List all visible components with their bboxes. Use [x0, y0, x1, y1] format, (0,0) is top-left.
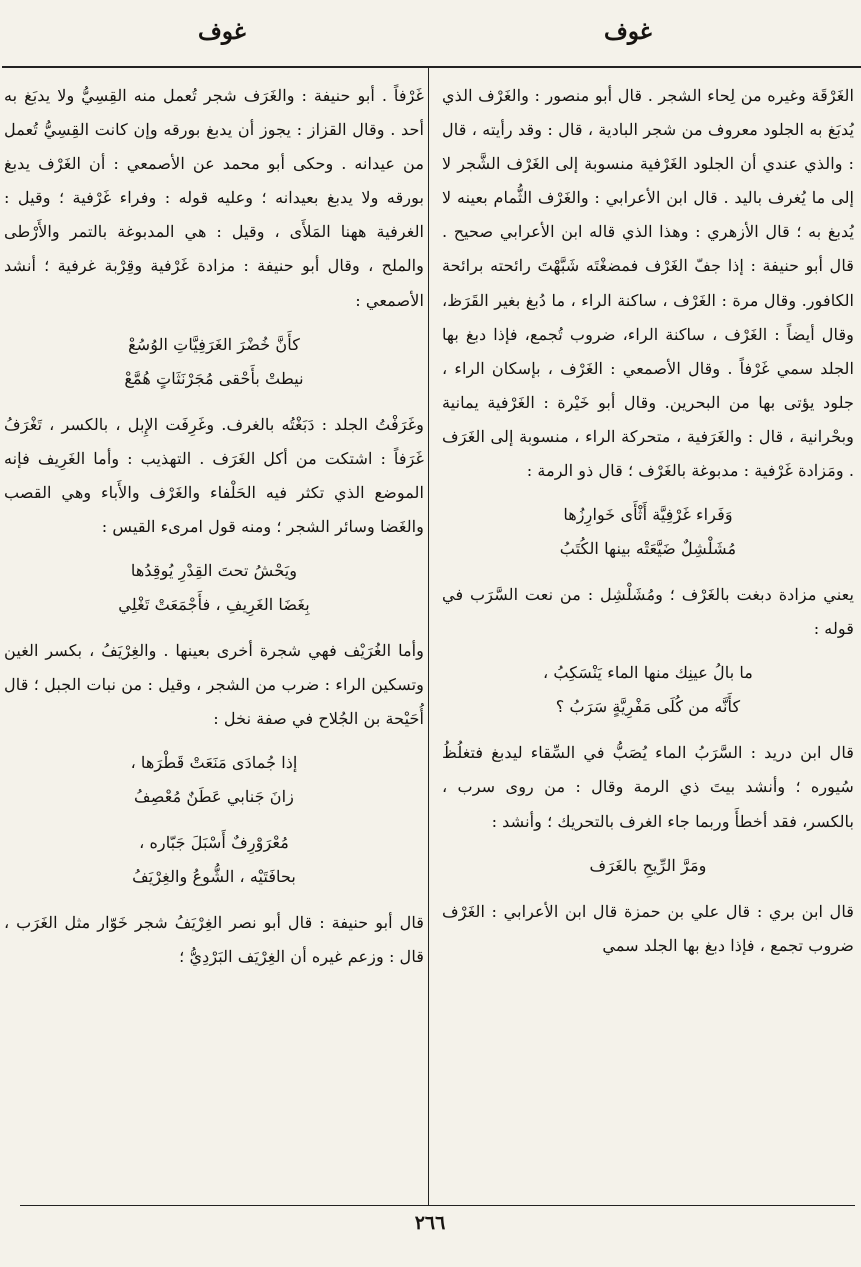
- right-col-paragraph-2: يعني مزادة دبغت بالغَرْف ؛ ومُشَلْشِل : من نعت السَّرَب في قوله :: [442, 585, 854, 639]
- footer-rule: [20, 1205, 855, 1206]
- verse-line: ما بالُ عينِك منها الماء يَنْسَكِبُ ،: [543, 663, 753, 683]
- left-col-verse-4: [4, 826, 424, 894]
- page-number: ٢٦٦: [414, 1212, 446, 1234]
- verse-line: كأَنَّه من كُلَى مَفْرِيَّةٍ سَرَبُ ؟: [555, 697, 741, 717]
- header-rule: [2, 66, 861, 68]
- left-col-paragraph-3: وأما الغُرَيْف فهي شجرة أخرى بعينها . والغِرْيَفُ ، بكسر الغين وتسكين الراء : ضرب من الشجر ، وقيل : من نبات الجبل ؛ قال أُحَيْحة بن الجُلاح في صفة نخل :: [4, 641, 424, 729]
- right-col-paragraph-4: قال ابن بري : قال علي بن حمزة قال ابن الأعرابي : الغَرْف ضروب تجمع ، فإذا دبغ بها الجلد سمي: [442, 901, 854, 955]
- running-head-right: غوف: [604, 18, 652, 45]
- left-col-verse-2: [4, 554, 424, 622]
- verse-line: نيطتْ بأَحْقى مُجَرْنَثَاتٍ هُمَّعْ: [124, 368, 304, 388]
- verse-line: مُشَلْشِلٌ ضَيَّعَتْه بينها الكُتَبُ: [559, 539, 737, 559]
- left-column: [4, 79, 424, 975]
- verse-line: بِغَضَا الغَرِيفِ ، فأَجْمَعَتْ تَغْلِي: [118, 595, 310, 615]
- right-col-paragraph-1: الغَرْقَة وغيره من لِحاء الشجر . قال أبو منصور : والغَرْف الذي يُدبَغ به الجلود معروف من شجر البادية ، قال : وقد رأيته ، قال : والذي عندي أن الجلود الغَرْفية منسوبة إلى الغَرْف الشَّجر لا إلى ما يُغرف باليد . قال ابن الأعرابي : والغَرْف الثُّمام بعينه لا يُدبغ به ؛ قال الأزهري : وهذا الذي قاله ابن الأعرابي صحيح . قال أبو حنيفة : إذا جفّ الغَرْف فمضغْتَه شَبَّهْتَ رائحته برائحة الكافور. وقال مرة : الغَرْف ، ساكنة الراء ، ما دُبغ بغير القَرَظ، وقال أيضاً : الغَرْف ، ساكنة الراء، ضروب تُجمع، فإذا دبغ بها الجلد سمي غَرْفاً . وقال الأصمعي : الغَرْف ، بإسكان الراء ، جلود يؤتى بها من البحرين. وقال أبو خَيْرة : الغَرْفية يمانية وبحْرانية ، قال : والغَرَفية ، متحركة الراء ، منسوبة إلى الغَرَف . ومَزادة غَرْفية : مدبوغة بالغَرْف ؛ قال ذو الرمة :: [442, 86, 854, 481]
- right-col-verse-1: [442, 498, 854, 566]
- verse-line: إذا جُمادَى مَنَعَتْ قَطْرَها ،: [130, 753, 298, 773]
- right-col-paragraph-3: قال ابن دريد : السَّرَبُ الماء يُصَبُّ في السِّقاء ليدبغ فتغلُظُ سُيوره ؛ وأنشد بيتَ ذي الرمة وقال : من روى سرب ، بالكسر، فقد أخطأَ وربما جاء الغرف بالتحريك ؛ وأنشد :: [442, 743, 854, 831]
- verse-line: مُعْرَوْرِفٌ أَسْبَلَ جَبّاره ،: [139, 833, 289, 853]
- right-col-verse-3: [442, 849, 854, 883]
- verse-line: كأَنَّ خُضْرَ الغَرَفِيَّاتِ الوُسُعْ: [128, 334, 300, 354]
- running-head-left: غوف: [198, 18, 246, 45]
- left-col-paragraph-4: قال أبو حنيفة : قال أبو نصر الغِرْيَفُ شجر خَوّار مثل الغَرَب ، قال : وزعم غيره أن الغِرْيَف البَرْدِيُّ ؛: [4, 913, 424, 967]
- left-col-paragraph-2: وغَرَفْتُ الجلد : دَبَغْتُه بالغرف. وغَرِفَت الإِبل ، بالكسر ، تَغْرَفُ غَرَفاً : اشتكت من أكل الغَرَف . التهذيب : وأما الغَرِيف فإنه الموضع الذي تكثر فيه الحَلْفاء والغَرْف والأَباء وهي القصب والغَضا وسائر الشجر ؛ ومنه قول امرىء القيس :: [4, 414, 424, 536]
- left-col-verse-3: [4, 746, 424, 814]
- left-col-verse-1: [4, 328, 424, 396]
- left-col-paragraph-1: غَرْفاً . أبو حنيفة : والغَرَف شجر تُعمل منه القِسِيُّ ولا يدبَغ به أحد . وقال القزاز : يجوز أن يدبغ بورقه وإن كانت القِسِيُّ تُعمل من عيدانه . وحكى أبو محمد عن الأصمعي : أن الغَرْف يدبغ بورقه ولا يدبغ بعيدانه ؛ وعليه قوله : وفراء غَرْفية ؛ وقيل : الغرفية ههنا المَلأَى ، وقيل : هي المدبوغة بالتمر والأَرْطى والملح ، وقال أبو حنيفة : مزادة غَرْفية وقِرْبة غرفية ؛ أنشد الأصمعي :: [4, 86, 424, 310]
- verse-line: ومَرَّ الرِّيحِ بالغَرَف: [589, 855, 707, 875]
- verse-line: بحافَتَيْه ، الشُّوعُ والغِرْيَفُ: [132, 867, 296, 887]
- column-divider: [428, 68, 429, 1205]
- right-column: [442, 79, 854, 963]
- right-col-verse-2: [442, 656, 854, 724]
- verse-line: ويَحْشُ تحتَ القِدْرِ يُوقِدُها: [130, 561, 298, 581]
- verse-line: زانَ جَنابي عَطَنٌ مُعْصِفُ: [134, 787, 294, 807]
- verse-line: وَفَراء غَرْفِيَّة أَثْأَى خَوارِزُها: [563, 505, 733, 525]
